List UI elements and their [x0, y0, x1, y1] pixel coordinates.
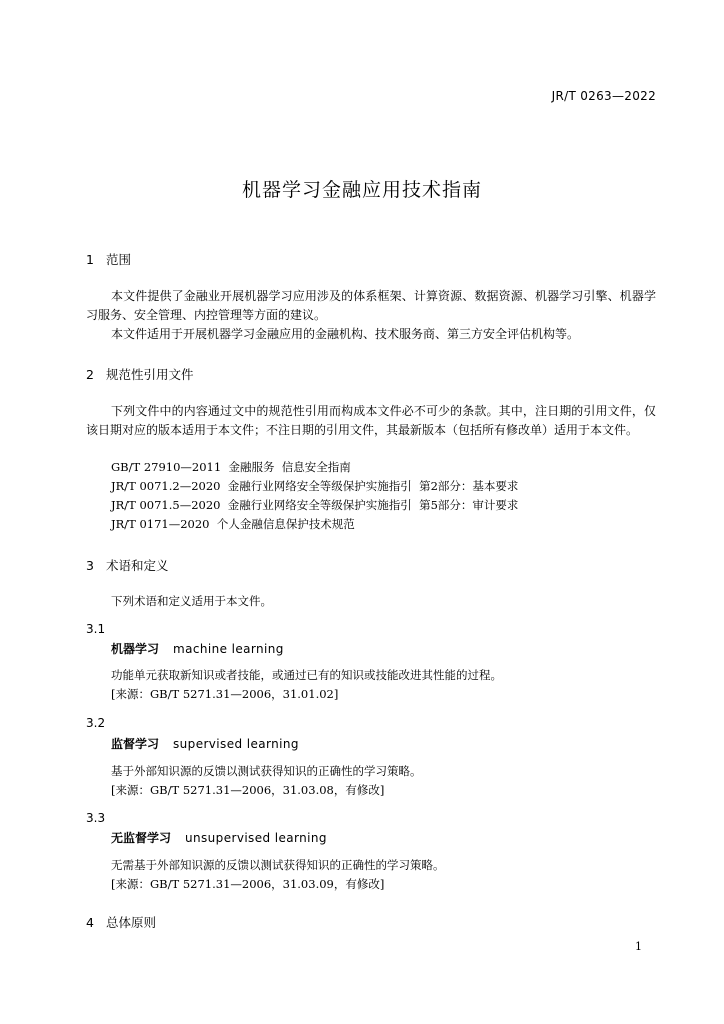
standard-number: JR/T 0263—2022 — [551, 89, 656, 103]
term-english: unsupervised learning — [185, 831, 327, 845]
term-number: 3.3 — [86, 811, 106, 825]
section-number: 3 — [86, 558, 94, 573]
section-number: 1 — [86, 252, 94, 267]
section-title: 术语和定义 — [106, 558, 169, 573]
section-3-intro: 下列术语和定义适用于本文件。 — [111, 594, 272, 608]
section-4-heading — [86, 913, 156, 931]
reference-item: GB/T 27910—2011 金融服务 信息安全指南 — [111, 460, 351, 474]
term-source: [来源：GB/T 5271.31—2006，31.01.02] — [111, 687, 339, 701]
section-1-paragraph-2: 本文件适用于开展机器学习金融应用的金融机构、技术服务商、第三方安全评估机构等。 — [111, 327, 580, 341]
reference-item: JR/T 0171—2020 个人金融信息保护技术规范 — [111, 517, 355, 531]
section-2-heading — [86, 365, 194, 383]
term-english: supervised learning — [173, 737, 299, 751]
section-title: 规范性引用文件 — [106, 367, 194, 382]
section-3-heading — [86, 556, 169, 574]
term-chinese: 机器学习 — [111, 642, 160, 656]
section-1-heading — [86, 250, 131, 268]
term-english: machine learning — [173, 642, 284, 656]
term-number: 3.1 — [86, 622, 106, 636]
term-chinese: 监督学习 — [111, 737, 160, 751]
term-heading — [111, 735, 299, 752]
term-definition: 无需基于外部知识源的反馈以测试获得知识的正确性的学习策略。 — [111, 858, 445, 872]
section-number: 2 — [86, 367, 94, 382]
section-2-paragraph-1: 下列文件中的内容通过文中的规范性引用而构成本文件必不可少的条款。其中，注日期的引用文件，仅该日期对应的版本适用于本文件；不注日期的引用文件，其最新版本（包括所有修改单）适用于本文件。 — [86, 404, 656, 437]
page-number: 1 — [635, 940, 642, 953]
term-definition: 基于外部知识源的反馈以测试获得知识的正确性的学习策略。 — [111, 764, 422, 778]
section-1-paragraph-1: 本文件提供了金融业开展机器学习应用涉及的体系框架、计算资源、数据资源、机器学习引擎、机器学习服务、安全管理、内控管理等方面的建议。 — [86, 289, 656, 322]
reference-item: JR/T 0071.5—2020 金融行业网络安全等级保护实施指引 第5部分：审计要求 — [111, 498, 519, 512]
term-source: [来源：GB/T 5271.31—2006，31.03.09，有修改] — [111, 877, 385, 891]
document-title: 机器学习金融应用技术指南 — [241, 179, 482, 201]
term-source: [来源：GB/T 5271.31—2006，31.03.08，有修改] — [111, 783, 385, 797]
section-title: 范围 — [106, 252, 132, 267]
reference-item: JR/T 0071.2—2020 金融行业网络安全等级保护实施指引 第2部分：基本要求 — [111, 479, 519, 493]
term-heading — [111, 640, 284, 657]
term-definition: 功能单元获取新知识或者技能，或通过已有的知识或技能改进其性能的过程。 — [111, 668, 502, 682]
section-number: 4 — [86, 915, 94, 930]
section-title: 总体原则 — [106, 915, 157, 930]
term-chinese: 无监督学习 — [111, 831, 172, 845]
term-heading — [111, 829, 327, 846]
term-number: 3.2 — [86, 716, 106, 730]
